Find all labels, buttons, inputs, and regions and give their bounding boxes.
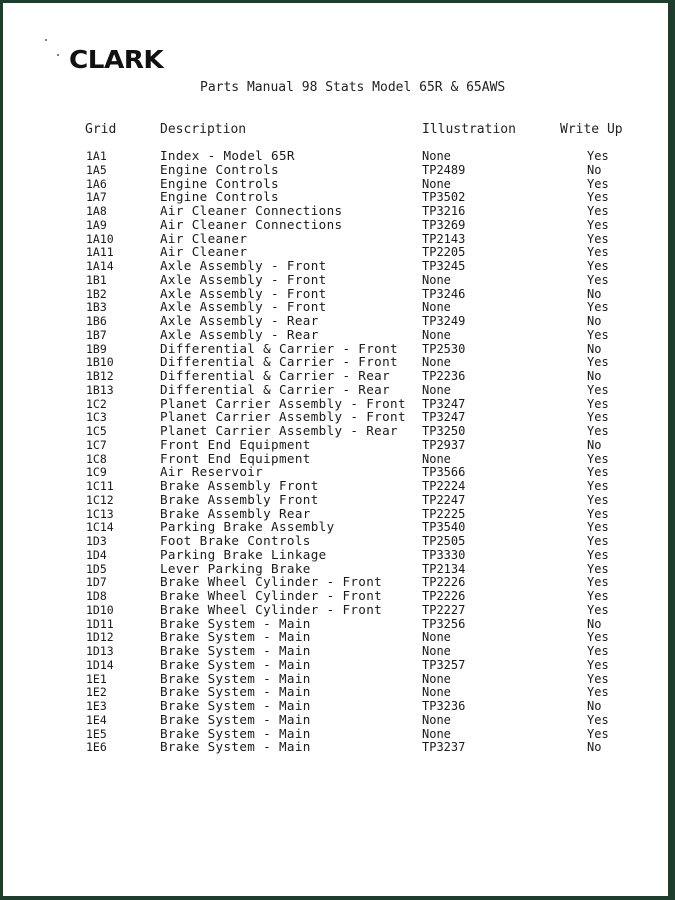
grid-cell: 1D12 [86, 630, 114, 645]
table-row [3, 575, 668, 589]
column-header-write-up: Write Up [560, 122, 623, 137]
table-row [3, 163, 668, 177]
illustration-cell: None [422, 355, 451, 370]
table-row [3, 397, 668, 411]
description-cell: Brake System - Main [160, 670, 311, 686]
grid-cell: 1C5 [86, 424, 107, 438]
grid-cell: 1C9 [86, 465, 107, 480]
table-row [3, 342, 668, 356]
grid-cell: 1D5 [86, 561, 107, 576]
description-cell: Front End Equipment [160, 436, 311, 452]
write-up-cell: No [587, 740, 602, 755]
column-header-illustration: Illustration [422, 122, 516, 137]
table-row [3, 548, 668, 562]
table-row [3, 300, 668, 314]
table-row [3, 465, 668, 479]
description-cell: Axle Assembly - Rear [160, 326, 319, 342]
write-up-cell: Yes [587, 231, 609, 246]
write-up-cell: No [587, 314, 602, 328]
write-up-cell: Yes [587, 190, 609, 205]
description-cell: Planet Carrier Assembly - Rear [160, 423, 398, 438]
description-cell: Brake Assembly Rear [160, 505, 311, 521]
illustration-cell: None [422, 382, 451, 397]
description-cell: Planet Carrier Assembly - Front [160, 409, 406, 425]
write-up-cell: No [587, 699, 602, 713]
write-up-cell: Yes [587, 176, 609, 191]
illustration-cell: TP3245 [422, 259, 466, 273]
illustration-cell: TP3247 [422, 396, 466, 411]
description-cell: Axle Assembly - Front [160, 299, 327, 315]
description-cell: Axle Assembly - Front [160, 285, 327, 301]
grid-cell: 1A10 [86, 231, 114, 246]
grid-cell: 1B6 [86, 314, 107, 328]
write-up-cell: Yes [587, 300, 609, 315]
grid-cell: 1C11 [86, 479, 114, 493]
write-up-cell: Yes [587, 630, 609, 645]
grid-cell: 1B1 [86, 272, 107, 287]
table-row [3, 589, 668, 603]
description-cell: Engine Controls [160, 189, 279, 205]
description-cell: Axle Assembly - Front [160, 271, 327, 287]
grid-cell: 1C14 [86, 520, 114, 535]
write-up-cell: Yes [587, 382, 609, 397]
parts-table [3, 149, 668, 754]
description-cell: Brake System - Main [160, 725, 311, 741]
description-cell: Lever Parking Brake [160, 560, 311, 576]
write-up-cell: Yes [587, 534, 609, 548]
grid-cell: 1B10 [86, 355, 114, 370]
grid-cell: 1A7 [86, 190, 107, 205]
description-cell: Axle Assembly - Rear [160, 313, 319, 328]
illustration-cell: None [422, 176, 451, 191]
table-row [3, 369, 668, 383]
table-row [3, 410, 668, 424]
illustration-cell: TP2530 [422, 341, 466, 356]
table-row [3, 740, 668, 754]
illustration-cell: TP3250 [422, 424, 466, 438]
illustration-cell: TP2247 [422, 492, 466, 507]
description-cell: Brake Wheel Cylinder - Front [160, 574, 383, 590]
description-cell: Engine Controls [160, 175, 279, 191]
table-row [3, 672, 668, 686]
illustration-cell: None [422, 327, 451, 342]
grid-cell: 1C13 [86, 506, 114, 521]
table-row [3, 204, 668, 218]
illustration-cell: TP3237 [422, 740, 466, 755]
illustration-cell: None [422, 644, 451, 658]
table-row [3, 644, 668, 658]
write-up-cell: Yes [587, 589, 609, 603]
column-header-grid: Grid [85, 122, 117, 137]
table-row [3, 273, 668, 287]
table-row [3, 713, 668, 727]
write-up-cell: Yes [587, 424, 609, 438]
grid-cell: 1D7 [86, 575, 107, 590]
grid-cell: 1A9 [86, 217, 107, 232]
description-cell: Brake System - Main [160, 629, 311, 645]
grid-cell: 1C7 [86, 437, 107, 452]
table-row [3, 259, 668, 273]
illustration-cell: None [422, 685, 451, 700]
description-cell: Engine Controls [160, 161, 279, 177]
grid-cell: 1E3 [86, 699, 107, 713]
illustration-cell: None [422, 300, 451, 315]
description-cell: Brake Assembly Front [160, 478, 319, 493]
table-row [3, 218, 668, 232]
description-cell: Brake System - Main [160, 711, 311, 727]
write-up-cell: Yes [587, 245, 609, 260]
grid-cell: 1A14 [86, 259, 114, 273]
table-row [3, 685, 668, 699]
illustration-cell: None [422, 712, 451, 727]
write-up-cell: No [587, 369, 602, 383]
write-up-cell: Yes [587, 149, 609, 163]
grid-cell: 1E4 [86, 712, 107, 727]
illustration-cell: TP2226 [422, 589, 466, 603]
write-up-cell: Yes [587, 492, 609, 507]
description-cell: Air Reservoir [160, 464, 264, 480]
description-cell: Differential & Carrier - Front [160, 340, 398, 356]
illustration-cell: TP3540 [422, 520, 466, 535]
grid-cell: 1E5 [86, 726, 107, 741]
grid-cell: 1E6 [86, 740, 107, 755]
illustration-cell: TP3249 [422, 314, 466, 328]
write-up-cell: Yes [587, 259, 609, 273]
table-row [3, 245, 668, 259]
write-up-cell: No [587, 616, 602, 631]
illustration-cell: None [422, 671, 451, 686]
description-cell: Brake Wheel Cylinder - Front [160, 588, 383, 603]
clark-logo: CLARK [69, 45, 164, 74]
table-row [3, 520, 668, 534]
grid-cell: 1D13 [86, 644, 114, 658]
illustration-cell: TP3269 [422, 217, 466, 232]
description-cell: Index - Model 65R [160, 148, 295, 163]
description-cell: Brake System - Main [160, 739, 311, 755]
write-up-cell: Yes [587, 217, 609, 232]
scan-speck [57, 54, 59, 56]
grid-cell: 1B3 [86, 300, 107, 315]
write-up-cell: Yes [587, 726, 609, 741]
table-row [3, 287, 668, 301]
grid-cell: 1B9 [86, 341, 107, 356]
table-row [3, 232, 668, 246]
grid-cell: 1D8 [86, 589, 107, 603]
grid-cell: 1A1 [86, 149, 107, 163]
description-cell: Brake System - Main [160, 684, 311, 700]
grid-cell: 1D14 [86, 657, 114, 672]
write-up-cell: Yes [587, 561, 609, 576]
grid-cell: 1E1 [86, 671, 107, 686]
description-cell: Air Cleaner Connections [160, 216, 343, 232]
illustration-cell: TP2937 [422, 437, 466, 452]
description-cell: Air Cleaner [160, 230, 248, 246]
table-row [3, 562, 668, 576]
description-cell: Brake System - Main [160, 643, 311, 658]
illustration-cell: None [422, 726, 451, 741]
illustration-cell: TP2205 [422, 245, 466, 260]
description-cell: Brake System - Main [160, 615, 311, 631]
write-up-cell: Yes [587, 451, 609, 466]
description-cell: Air Cleaner [160, 244, 248, 260]
table-row [3, 630, 668, 644]
table-row [3, 314, 668, 328]
description-cell: Brake System - Main [160, 656, 311, 672]
write-up-cell: Yes [587, 327, 609, 342]
illustration-cell: TP2225 [422, 506, 466, 521]
table-row [3, 149, 668, 163]
description-cell: Foot Brake Controls [160, 533, 311, 548]
illustration-cell: TP3330 [422, 547, 466, 562]
table-row [3, 479, 668, 493]
write-up-cell: Yes [587, 272, 609, 287]
write-up-cell: No [587, 286, 602, 301]
illustration-cell: TP2224 [422, 479, 466, 493]
write-up-cell: Yes [587, 479, 609, 493]
illustration-cell: TP3236 [422, 699, 466, 713]
table-row [3, 507, 668, 521]
write-up-cell: Yes [587, 602, 609, 617]
illustration-cell: TP2134 [422, 561, 466, 576]
write-up-cell: Yes [587, 685, 609, 700]
table-row [3, 177, 668, 191]
table-row [3, 493, 668, 507]
document-title: Parts Manual 98 Stats Model 65R & 65AWS [200, 80, 506, 95]
illustration-cell: None [422, 149, 451, 163]
description-cell: Brake Assembly Front [160, 491, 319, 507]
write-up-cell: Yes [587, 712, 609, 727]
scan-speck [45, 39, 47, 41]
illustration-cell: TP2226 [422, 575, 466, 590]
write-up-cell: Yes [587, 355, 609, 370]
description-cell: Differential & Carrier - Rear [160, 381, 391, 397]
grid-cell: 1C12 [86, 492, 114, 507]
write-up-cell: Yes [587, 575, 609, 590]
table-row [3, 355, 668, 369]
illustration-cell: TP3257 [422, 657, 466, 672]
grid-cell: 1D4 [86, 547, 107, 562]
illustration-cell: TP3566 [422, 465, 466, 480]
grid-cell: 1B13 [86, 382, 114, 397]
grid-cell: 1C3 [86, 410, 107, 425]
illustration-cell: TP3216 [422, 204, 466, 218]
description-cell: Air Cleaner Connections [160, 203, 343, 218]
illustration-cell: None [422, 451, 451, 466]
table-row [3, 452, 668, 466]
illustration-cell: TP3247 [422, 410, 466, 425]
write-up-cell: No [587, 437, 602, 452]
grid-cell: 1B7 [86, 327, 107, 342]
description-cell: Brake Wheel Cylinder - Front [160, 601, 383, 617]
write-up-cell: Yes [587, 204, 609, 218]
illustration-cell: TP2505 [422, 534, 466, 548]
illustration-cell: TP2236 [422, 369, 466, 383]
write-up-cell: Yes [587, 657, 609, 672]
grid-cell: 1D3 [86, 534, 107, 548]
description-cell: Differential & Carrier - Rear [160, 368, 391, 383]
write-up-cell: Yes [587, 671, 609, 686]
write-up-cell: Yes [587, 506, 609, 521]
description-cell: Differential & Carrier - Front [160, 354, 398, 370]
table-row [3, 699, 668, 713]
grid-cell: 1A8 [86, 204, 107, 218]
grid-cell: 1E2 [86, 685, 107, 700]
grid-cell: 1A6 [86, 176, 107, 191]
document-page [3, 3, 668, 896]
table-row [3, 190, 668, 204]
write-up-cell: Yes [587, 520, 609, 535]
grid-cell: 1A11 [86, 245, 114, 260]
grid-cell: 1C2 [86, 396, 107, 411]
description-cell: Front End Equipment [160, 450, 311, 466]
description-cell: Axle Assembly - Front [160, 258, 327, 273]
description-cell: Parking Brake Linkage [160, 546, 327, 562]
table-row [3, 727, 668, 741]
illustration-cell: TP2143 [422, 231, 466, 246]
table-row [3, 438, 668, 452]
illustration-cell: TP2227 [422, 602, 466, 617]
write-up-cell: No [587, 162, 602, 177]
write-up-cell: No [587, 341, 602, 356]
grid-cell: 1D11 [86, 616, 114, 631]
illustration-cell: TP3246 [422, 286, 466, 301]
illustration-cell: None [422, 272, 451, 287]
illustration-cell: TP3502 [422, 190, 466, 205]
table-row [3, 534, 668, 548]
illustration-cell: TP2489 [422, 162, 466, 177]
grid-cell: 1A5 [86, 162, 107, 177]
write-up-cell: Yes [587, 410, 609, 425]
grid-cell: 1D10 [86, 602, 114, 617]
grid-cell: 1C8 [86, 451, 107, 466]
description-cell: Parking Brake Assembly [160, 519, 335, 535]
write-up-cell: Yes [587, 465, 609, 480]
description-cell: Brake System - Main [160, 698, 311, 713]
table-row [3, 603, 668, 617]
illustration-cell: None [422, 630, 451, 645]
table-row [3, 383, 668, 397]
table-row [3, 617, 668, 631]
table-row [3, 658, 668, 672]
description-cell: Planet Carrier Assembly - Front [160, 395, 406, 411]
grid-cell: 1B2 [86, 286, 107, 301]
table-row [3, 424, 668, 438]
grid-cell: 1B12 [86, 369, 114, 383]
write-up-cell: Yes [587, 644, 609, 658]
write-up-cell: Yes [587, 547, 609, 562]
table-row [3, 328, 668, 342]
column-header-description: Description [160, 122, 247, 137]
write-up-cell: Yes [587, 396, 609, 411]
illustration-cell: TP3256 [422, 616, 466, 631]
